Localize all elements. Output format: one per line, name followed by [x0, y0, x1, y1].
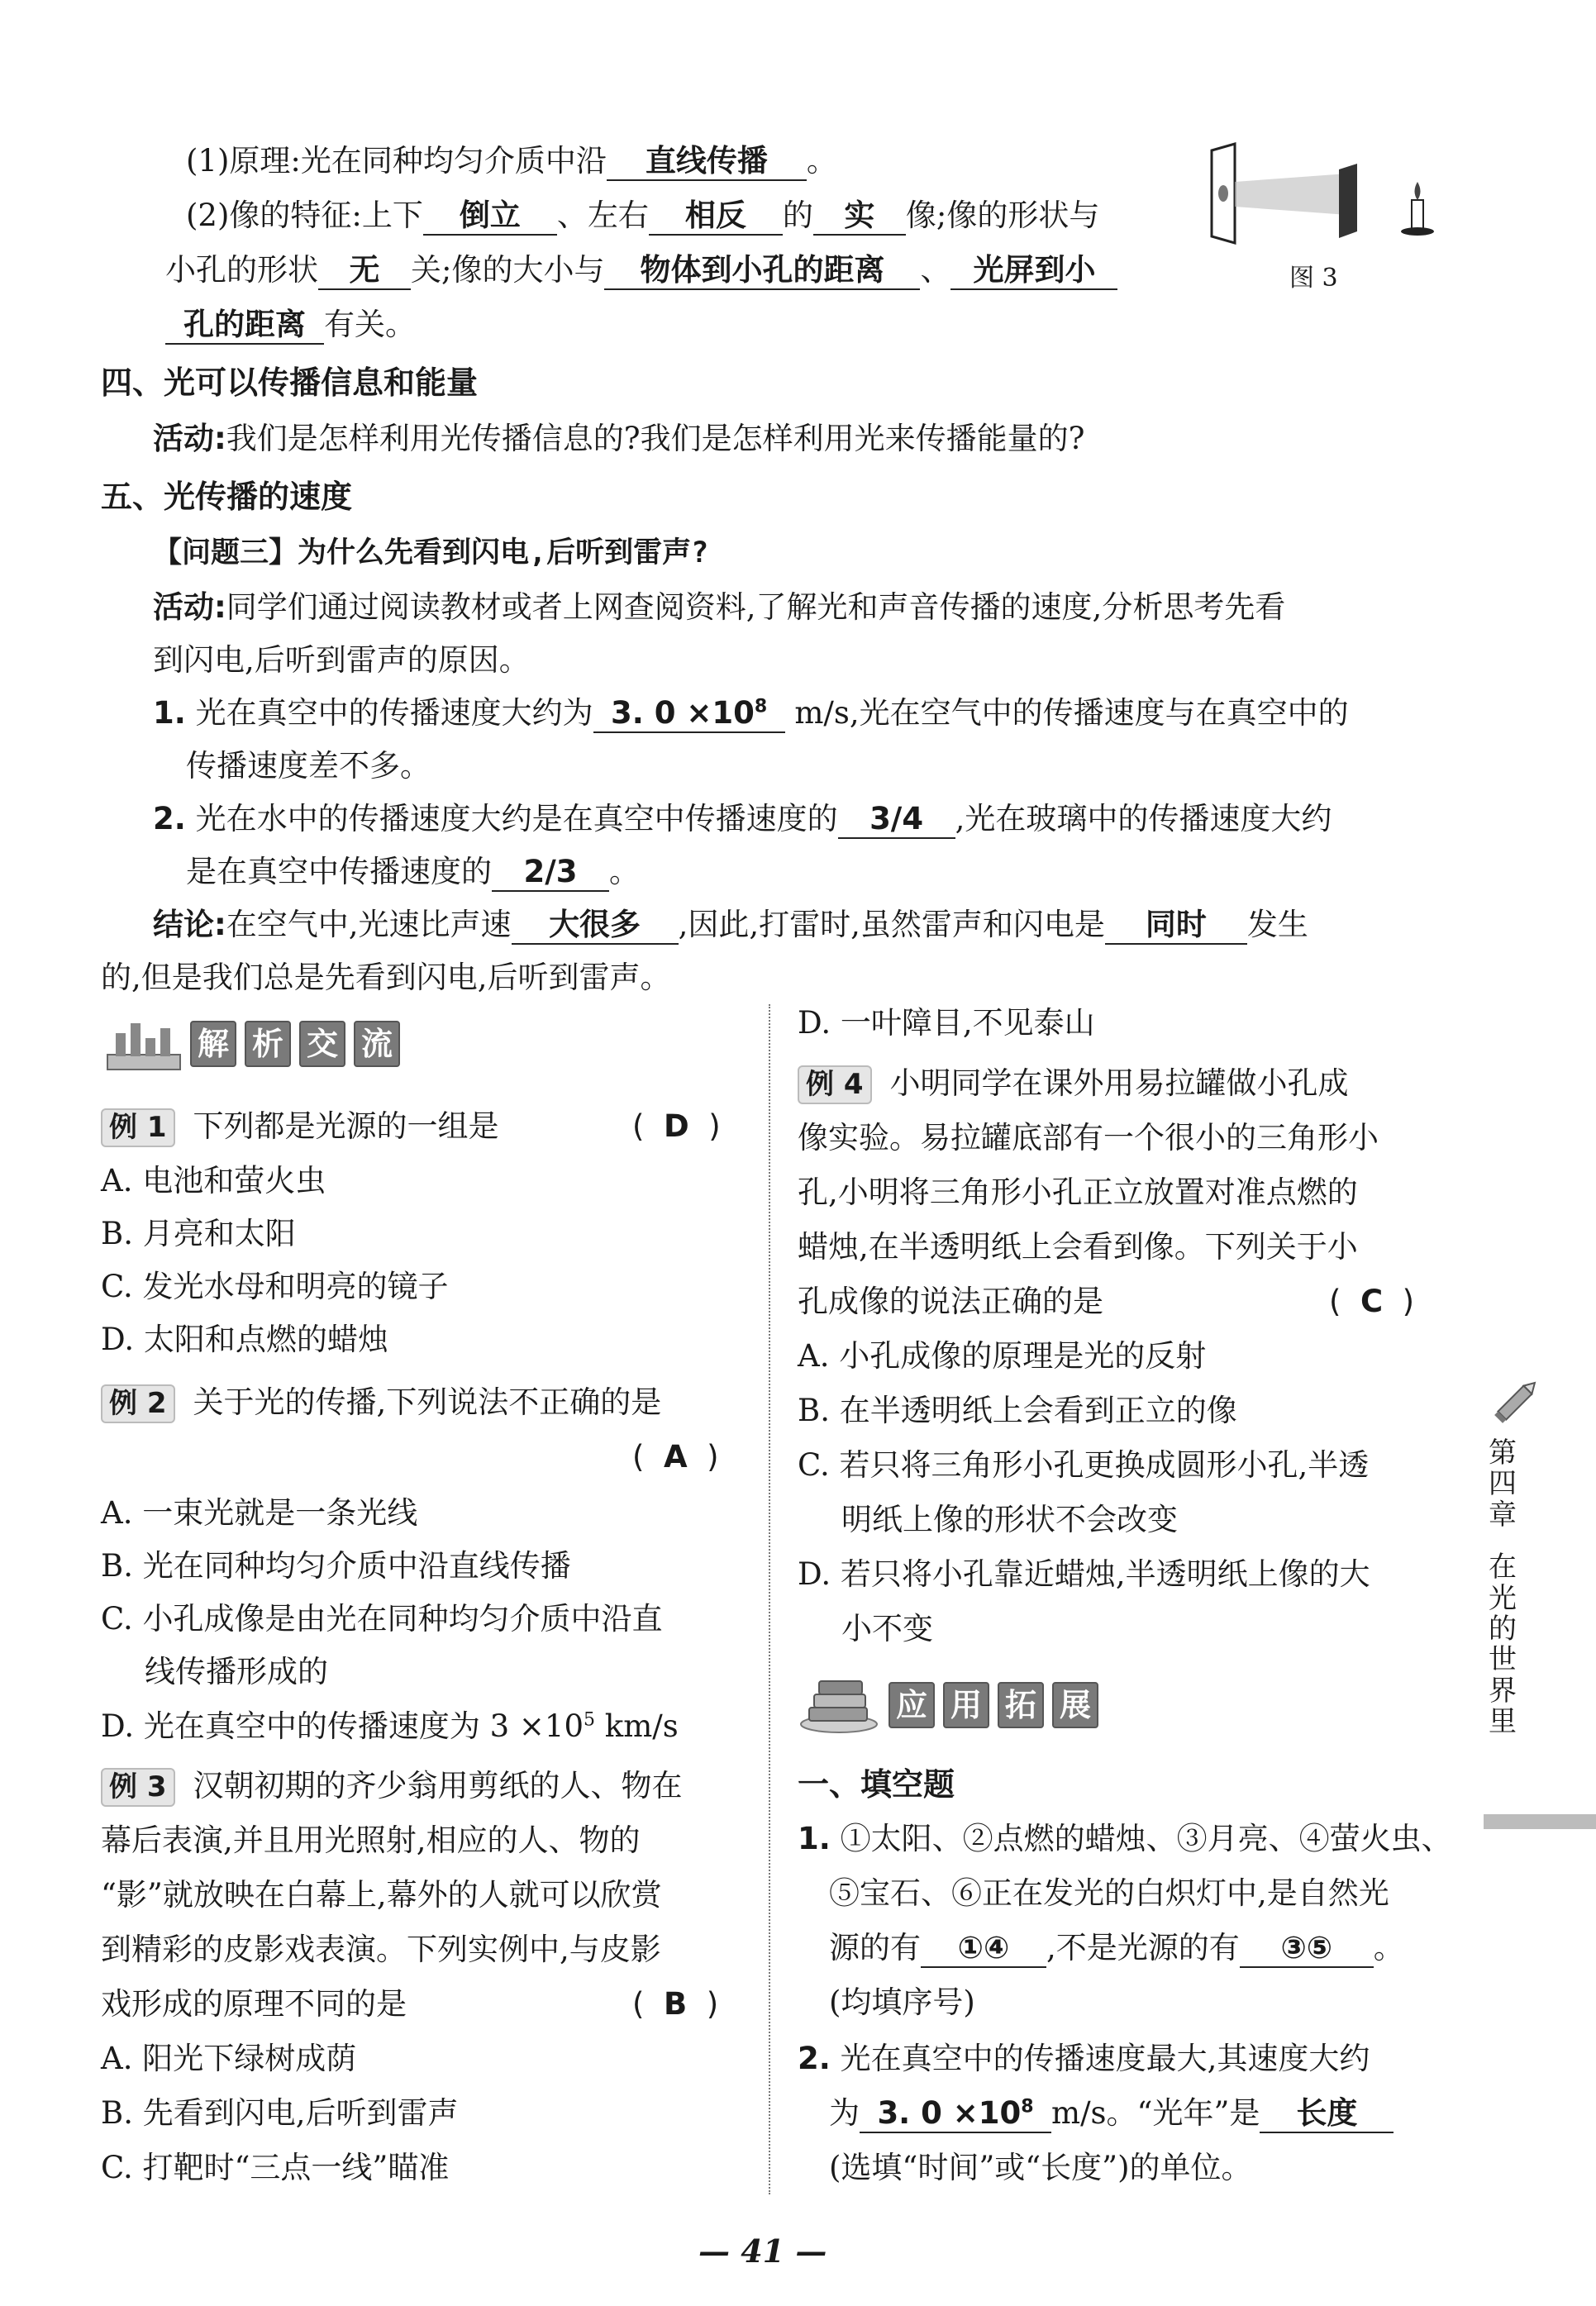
problem-question: 【问题三】为什么先看到闪电,后听到雷声?	[153, 536, 709, 569]
option: D. 若只将小孔靠近蜡烛,半透明纸上像的大	[798, 1556, 1370, 1592]
text: ,不是光源的有	[1046, 1930, 1240, 1965]
fill-question-2	[798, 2040, 1370, 2078]
example-4-stem-cont: 蜡烛,在半透明纸上会看到像。下列关于小	[798, 1229, 1358, 1265]
activity-line	[153, 588, 1285, 627]
example-4-stem	[798, 1065, 1349, 1104]
option: C. 发光水母和明亮的镜子	[101, 1269, 449, 1304]
pinhole-feature-line	[165, 306, 416, 345]
example-4-stem-cont: 孔成像的说法正确的是	[798, 1284, 1103, 1319]
pinhole-feature-line	[165, 251, 1117, 290]
activity-line: 到闪电,后听到雷声的原因。	[153, 642, 530, 678]
banner-char: 展	[1052, 1682, 1098, 1728]
option	[101, 1708, 679, 1746]
side-char: 界	[1489, 1674, 1517, 1708]
exponent: 5	[584, 1709, 596, 1731]
option: C. 打靶时“三点一线”瞄准	[101, 2150, 450, 2185]
option: A. 一束光就是一条光线	[101, 1495, 418, 1531]
answer-blank: 同时	[1105, 908, 1247, 945]
answer-letter: B	[663, 1986, 688, 2022]
speed-question-2	[153, 800, 1332, 839]
answer-blank: ③⑤	[1240, 1931, 1374, 1968]
option: A. 电池和萤火虫	[101, 1163, 326, 1198]
option: A. 阳光下绿树成荫	[101, 2041, 357, 2076]
fill-question-2-cont	[829, 2094, 1394, 2133]
answer-blank: 倒立	[423, 198, 557, 236]
answer-blank: 3/4	[838, 802, 955, 839]
fill-question-1-cont: (均填序号)	[829, 1984, 975, 2020]
answer-letter: C	[1360, 1284, 1384, 1319]
answer-blank	[593, 696, 785, 733]
answer-blank: 相反	[649, 198, 783, 236]
example-3-answer: ( B )	[632, 1986, 719, 2022]
question-number: 2.	[798, 2041, 831, 2076]
column-divider	[769, 1004, 770, 2194]
text: m/s,光在空气中的传播速度与在真空中的	[794, 695, 1349, 731]
text: 同学们通过阅读教材或者上网查阅资料,了解光和声音传播的速度,分析思考先看	[226, 589, 1286, 625]
text: ①太阳、②点燃的蜡烛、③月亮、④萤火虫、	[840, 1821, 1452, 1856]
text: 的	[782, 198, 813, 233]
answer-exponent: 8	[1021, 2096, 1034, 2118]
answer-base: 3. 0 ×10	[611, 695, 755, 731]
option: D. 太阳和点燃的蜡烛	[101, 1322, 388, 1357]
text: 、	[920, 252, 951, 288]
answer-blank: 孔的距离	[165, 307, 324, 345]
question-number: 1.	[153, 695, 186, 731]
answer-blank: 光屏到小	[950, 253, 1117, 290]
text: 光在真空中的传播速度大约为	[195, 695, 593, 731]
answer-letter: D	[663, 1108, 689, 1144]
side-char: 四	[1489, 1467, 1517, 1501]
example-1-stem	[101, 1108, 499, 1147]
option-cont: 线传播形成的	[145, 1654, 328, 1689]
chapter-side-tab	[1484, 1438, 1522, 1738]
pencil-icon	[1488, 1372, 1546, 1430]
text: 像;像的形状与	[905, 198, 1100, 233]
speed-question-1-cont: 传播速度差不多。	[186, 748, 431, 784]
section-title: 四、光可以传播信息和能量	[101, 364, 479, 401]
activity-line	[153, 420, 1084, 458]
option: A. 小孔成像的原理是光的反射	[798, 1338, 1207, 1374]
example-3-stem-cont: 幕后表演,并且用光照射,相应的人、物的	[101, 1822, 641, 1858]
option: B. 月亮和太阳	[101, 1216, 296, 1251]
example-tag: 例 3	[101, 1768, 175, 1807]
side-tab-bar	[1484, 1814, 1596, 1829]
example-3-stem-cont: “影”就放映在白幕上,幕外的人就可以欣赏	[101, 1877, 662, 1913]
option-cont: 明纸上像的形状不会改变	[841, 1502, 1178, 1537]
text: 关于光的传播,下列说法不正确的是	[193, 1384, 662, 1420]
banner-char: 交	[299, 1021, 345, 1067]
text: km/s	[595, 1708, 679, 1744]
answer-blank: 大很多	[512, 908, 679, 945]
answer-blank: 物体到小孔的距离	[604, 253, 920, 290]
banner-char: 用	[943, 1682, 989, 1728]
activity-label: 活动:	[153, 421, 226, 456]
side-char: 世	[1489, 1643, 1517, 1677]
conclusion-label: 结论:	[153, 907, 226, 942]
option: D. 一叶障目,不见泰山	[798, 1005, 1095, 1041]
text: 光在真空中的传播速度最大,其速度大约	[840, 2041, 1370, 2076]
text: (1)原理:光在同种均匀介质中沿	[186, 143, 607, 179]
answer-exponent: 8	[754, 696, 768, 717]
example-3-stem-cont: 到精彩的皮影戏表演。下列实例中,与皮影	[101, 1932, 661, 1967]
answer-blank: 长度	[1260, 2096, 1394, 2133]
option: C. 小孔成像是由光在同种均匀介质中沿直	[101, 1601, 663, 1637]
speed-question-2-cont	[186, 853, 640, 892]
answer-blank: ①④	[921, 1931, 1046, 1968]
text: ,光在玻璃中的传播速度大约	[955, 801, 1332, 836]
banner-char: 解	[190, 1021, 236, 1067]
text: 有关。	[324, 307, 416, 342]
option: C. 若只将三角形小孔更换成圆形小孔,半透	[798, 1447, 1370, 1483]
pinhole-figure-illustration	[1207, 141, 1455, 248]
chart-icon	[106, 1015, 182, 1073]
conclusion-line	[153, 906, 1308, 945]
conclusion-line-cont: 的,但是我们总是先看到闪电,后听到雷声。	[101, 960, 671, 995]
text: 是在真空中传播速度的	[186, 854, 492, 889]
fill-in-title: 一、填空题	[798, 1766, 955, 1803]
speed-question-1	[153, 694, 1349, 733]
text: m/s。“光年”是	[1051, 2095, 1260, 2131]
example-4-stem-cont: 孔,小明将三角形小孔正立放置对准点燃的	[798, 1174, 1358, 1210]
example-4-stem-cont: 像实验。易拉罐底部有一个很小的三角形小	[798, 1120, 1379, 1155]
example-tag: 例 4	[798, 1065, 872, 1104]
text: 源的有	[829, 1930, 921, 1965]
application-banner	[798, 1676, 1098, 1734]
text: 为	[829, 2095, 860, 2131]
activity-label: 活动:	[153, 589, 226, 625]
text: (2)像的特征:上下	[186, 198, 423, 233]
side-char: 第	[1489, 1436, 1517, 1470]
fill-question-1-cont	[829, 1929, 1404, 1968]
text: 。	[609, 854, 640, 889]
text: 小明同学在课外用易拉罐做小孔成	[889, 1065, 1349, 1101]
figure-caption: 图 3	[1289, 264, 1338, 293]
example-tag: 例 1	[101, 1108, 175, 1147]
side-char: 章	[1489, 1498, 1517, 1532]
banner-char: 拓	[998, 1682, 1044, 1728]
text: 关;像的大小与	[411, 252, 605, 288]
fill-question-1-cont: ⑤宝石、⑥正在发光的白炽灯中,是自然光	[829, 1875, 1389, 1911]
answer-base: 3. 0 ×10	[877, 2095, 1022, 2131]
text: 下列都是光源的一组是	[193, 1108, 499, 1144]
answer-blank: 直线传播	[607, 144, 807, 181]
books-icon	[798, 1676, 880, 1734]
question-number: 1.	[798, 1821, 831, 1856]
example-3-stem-cont: 戏形成的原理不同的是	[101, 1986, 407, 2022]
text: 汉朝初期的齐少翁用剪纸的人、物在	[193, 1768, 683, 1803]
side-char: 里	[1489, 1705, 1517, 1739]
banner-char: 流	[354, 1021, 400, 1067]
example-3-stem	[101, 1767, 683, 1807]
fill-question-2-cont: (选填“时间”或“长度”)的单位。	[829, 2150, 1252, 2185]
text: ,因此,打雷时,虽然雷声和闪电是	[678, 907, 1105, 942]
side-char: 光	[1489, 1581, 1517, 1615]
example-4-answer: ( C )	[1329, 1284, 1415, 1319]
option-cont: 小不变	[841, 1611, 933, 1646]
text: 、左右	[556, 198, 649, 233]
answer-blank	[860, 2096, 1051, 2133]
text: D. 光在真空中的传播速度为 3 ×10	[101, 1708, 584, 1744]
example-2-answer: ( A )	[632, 1439, 719, 1475]
option: B. 光在同种均匀介质中沿直线传播	[101, 1548, 571, 1584]
text: 发生	[1246, 907, 1308, 942]
question-number: 2.	[153, 801, 186, 836]
example-1-answer: ( D )	[632, 1108, 721, 1144]
example-tag: 例 2	[101, 1384, 175, 1423]
option: B. 先看到闪电,后听到雷声	[101, 2095, 459, 2131]
pinhole-feature-line	[186, 197, 1099, 236]
text: 。	[806, 143, 837, 179]
fill-question-1	[798, 1820, 1452, 1858]
option: B. 在半透明纸上会看到正立的像	[798, 1393, 1237, 1428]
answer-letter: A	[663, 1439, 688, 1475]
text: 我们是怎样利用光传播信息的?我们是怎样利用光来传播能量的?	[226, 421, 1085, 456]
text: 。	[1373, 1930, 1404, 1965]
side-char: 的	[1489, 1612, 1517, 1646]
page-number: — 41 —	[698, 2232, 827, 2270]
text: 在空气中,光速比声速	[226, 907, 512, 942]
analysis-banner	[106, 1015, 400, 1073]
text: 小孔的形状	[165, 252, 318, 288]
banner-char: 应	[889, 1682, 935, 1728]
answer-blank: 无	[318, 253, 411, 290]
answer-blank: 2/3	[492, 855, 609, 892]
section-title: 五、光传播的速度	[101, 479, 353, 515]
example-2-stem	[101, 1384, 661, 1423]
side-char: 在	[1489, 1551, 1517, 1584]
text: 光在水中的传播速度大约是在真空中传播速度的	[195, 801, 838, 836]
answer-blank: 实	[813, 198, 906, 236]
pinhole-principle	[186, 142, 837, 181]
banner-char: 析	[245, 1021, 291, 1067]
